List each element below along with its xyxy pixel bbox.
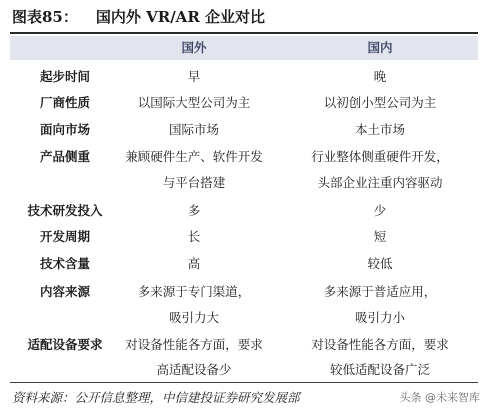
cell-foreign-line1: 对设备性能各方面，要求 <box>125 337 263 352</box>
cell-foreign: 早 <box>187 69 201 84</box>
cell-foreign-line2: 高适配设备少 <box>156 362 232 377</box>
cell-foreign: 以国际大型公司为主 <box>137 95 251 110</box>
row-label: 内容来源 <box>39 284 90 299</box>
row-label: 开发周期 <box>39 229 90 244</box>
cell-domestic: 晚 <box>373 69 387 84</box>
cell-domestic-line1: 多来源于普适应用， <box>323 284 437 299</box>
row-label: 面向市场 <box>39 122 90 137</box>
figure-title <box>12 6 265 28</box>
cell-foreign: 国际市场 <box>168 122 219 137</box>
header-domestic: 国内 <box>367 40 393 55</box>
cell-domestic-line1: 行业整体侧重硬件开发， <box>311 149 449 164</box>
cell-foreign-line2: 吸引力大 <box>168 310 219 325</box>
cell-domestic: 短 <box>373 229 387 244</box>
cell-domestic-line2: 吸引力小 <box>354 310 405 325</box>
row-label: 产品侧重 <box>39 149 90 164</box>
cell-domestic: 以初创小型公司为主 <box>323 95 437 110</box>
cell-domestic: 较低 <box>367 256 393 271</box>
figure-number: 图表85： <box>12 8 78 26</box>
cell-domestic-line2: 头部企业注重内容驱动 <box>317 175 443 190</box>
figure-title-text: 国内外 VR/AR 企业对比 <box>95 8 266 26</box>
cell-foreign-line1: 兼顾硬件生产、软件开发 <box>125 149 263 164</box>
row-label: 技术含量 <box>39 256 90 271</box>
header-foreign: 国外 <box>181 40 207 55</box>
table-top-rule <box>10 32 478 34</box>
row-label: 适配设备要求 <box>27 337 103 352</box>
cell-foreign-line2: 与平台搭建 <box>162 175 226 190</box>
cell-domestic-line2: 较低适配设备广泛 <box>329 362 430 377</box>
source-note: 资料来源：公开信息整理，中信建投证券研究发展部 <box>12 390 300 405</box>
cell-foreign: 长 <box>187 229 201 244</box>
watermark: 头条 @未来智库 <box>399 391 480 404</box>
cell-domestic-line1: 对设备性能各方面，要求 <box>311 337 449 352</box>
cell-foreign: 多 <box>187 203 201 218</box>
row-label: 起步时间 <box>39 69 90 84</box>
cell-domestic: 少 <box>373 203 387 218</box>
row-label: 技术研发投入 <box>27 203 103 218</box>
cell-domestic: 本土市场 <box>354 122 405 137</box>
row-label: 厂商性质 <box>39 95 90 110</box>
cell-foreign-line1: 多来源于专门渠道， <box>137 284 251 299</box>
table-bottom-rule <box>10 382 478 383</box>
cell-foreign: 高 <box>187 256 201 271</box>
